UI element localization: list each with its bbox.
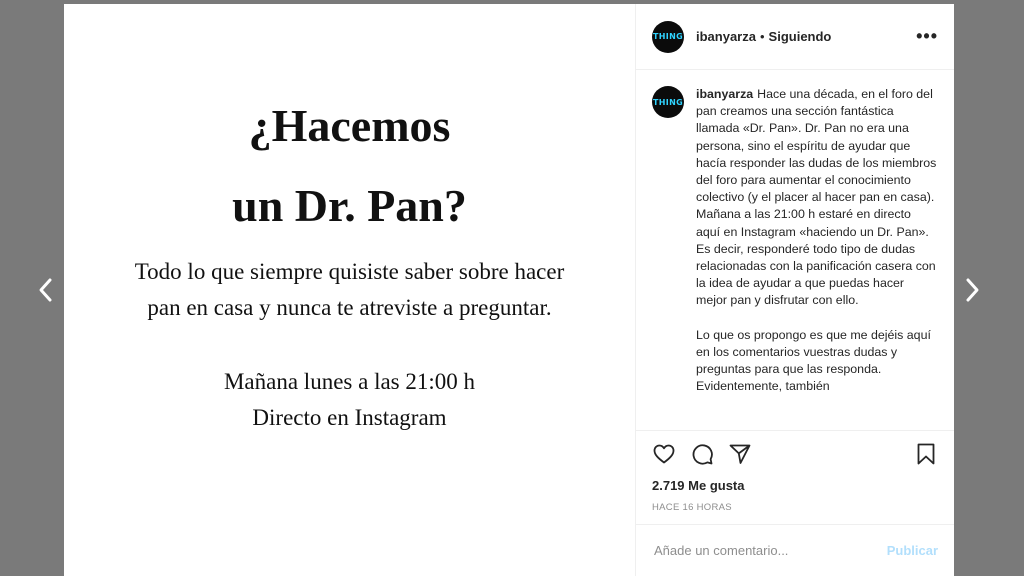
post-image-footer-line: Mañana lunes a las 21:00 h xyxy=(223,369,476,394)
like-heart-icon[interactable] xyxy=(652,442,676,466)
chevron-left-icon xyxy=(36,277,54,303)
comments-area[interactable] xyxy=(636,70,954,430)
post-image-footer xyxy=(64,364,635,436)
post-caption xyxy=(696,86,938,412)
post-image-body-line: Todo lo que siempre quisiste saber sobre hacer xyxy=(134,259,565,284)
post-image-body xyxy=(64,254,635,326)
previous-post-arrow[interactable] xyxy=(30,268,60,312)
next-post-arrow[interactable] xyxy=(958,268,988,312)
avatar-logo-text: THING xyxy=(653,97,683,107)
likes-count[interactable]: 2.719 Me gusta xyxy=(652,478,745,493)
comment-bubble-icon[interactable] xyxy=(690,442,714,466)
post-image-title-line: un Dr. Pan? xyxy=(232,180,467,231)
caption-avatar[interactable] xyxy=(652,86,684,118)
post-image xyxy=(64,4,636,576)
avatar[interactable] xyxy=(652,21,684,53)
follow-status-button[interactable]: Siguiendo xyxy=(768,29,832,44)
comment-input[interactable] xyxy=(652,542,887,559)
avatar-logo-text: THING xyxy=(653,32,683,41)
share-paper-plane-icon[interactable] xyxy=(728,442,752,466)
post-header xyxy=(636,4,954,70)
caption-username[interactable]: ibanyarza xyxy=(696,87,754,101)
save-bookmark-icon[interactable] xyxy=(914,442,938,466)
more-options-icon[interactable]: ••• xyxy=(916,26,938,46)
comment-composer xyxy=(636,524,954,576)
chevron-right-icon xyxy=(964,277,982,303)
publish-button[interactable]: Publicar xyxy=(886,543,938,558)
header-separator: • xyxy=(759,29,765,44)
post-timestamp: HACE 16 HORAS xyxy=(652,502,732,513)
caption-text: Hace una década, en el foro del pan creamos una sección fantástica llamada «Dr. Pan». Dr. Pan no era una persona, sino el espíritu de ayudar que hacía responder las dudas de los miembros del foro para aumentar el conocimiento colectivo (y el placer al hacer pan en casa). Mañana a las 21:00 h estaré en directo aquí en Instagram «haciendo un Dr. Pan». Es decir, responderé todo tipo de dudas relacionadas con la panificación casera con la idea de ayudar a que puedas hacer mejor pan y disfrutar con ello. xyxy=(696,87,937,308)
caption-paragraph: Lo que os propongo es que me dejéis aquí en los comentarios vuestras dudas y preguntas para que las responda. Evidentemente, también xyxy=(696,327,931,394)
post-actions xyxy=(636,430,954,476)
header-username[interactable]: ibanyarza xyxy=(696,29,756,44)
post-sidebar xyxy=(636,4,954,576)
post-image-footer-line: Directo en Instagram xyxy=(252,405,447,430)
post-image-title-line: ¿Hacemos xyxy=(248,100,451,151)
post-modal xyxy=(64,4,954,576)
post-image-body-line: pan en casa y nunca te atreviste a preguntar. xyxy=(147,295,552,320)
post-image-title xyxy=(64,86,635,246)
caption-paragraph xyxy=(696,86,938,310)
